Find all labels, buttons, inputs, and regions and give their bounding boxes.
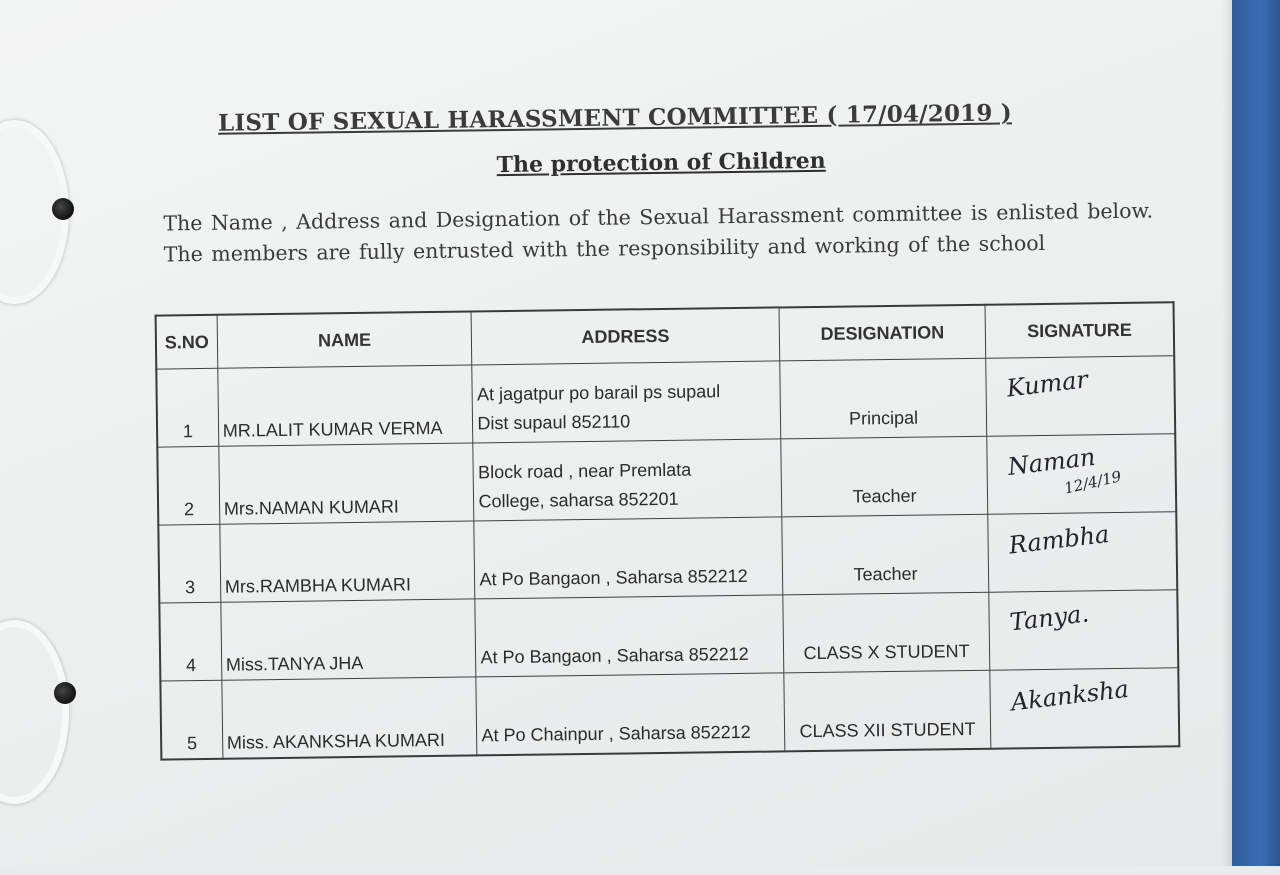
- address-line: At Po Chainpur , Saharsa 852212: [481, 721, 751, 746]
- cell-sno: 2: [157, 446, 219, 525]
- header-signature: SIGNATURE: [985, 302, 1174, 358]
- cell-name: Miss.TANYA JHA: [221, 599, 477, 680]
- signature-text: Akanksha: [1009, 674, 1131, 717]
- cell-designation: CLASS XII STUDENT: [784, 670, 992, 751]
- table-row: [157, 434, 1176, 525]
- intro-paragraph: The Name , Address and Designation of the Sexual Harassment committee is enlisted below. The members are fully entrusted with the responsibility and working of the school: [163, 198, 1154, 267]
- signature-text: Tanya.: [1008, 599, 1091, 637]
- handwritten-signature: [995, 516, 1166, 578]
- cell-designation: Teacher: [780, 436, 988, 517]
- cell-signature: [990, 668, 1179, 749]
- cell-name: Mrs.RAMBHA KUMARI: [220, 521, 476, 602]
- signature-date: 12/4/19: [1062, 467, 1124, 498]
- signature-text: Naman: [1006, 442, 1098, 481]
- handwritten-signature: [996, 594, 1167, 656]
- cell-signature: [986, 356, 1175, 436]
- cell-name: Mrs.NAMAN KUMARI: [219, 443, 475, 524]
- cell-designation: Teacher: [781, 514, 989, 595]
- address-line: At Po Bangaon , Saharsa 852212: [480, 643, 749, 668]
- cell-designation: Principal: [779, 358, 987, 439]
- document-title: LIST OF SEXUAL HARASSMENT COMMITTEE ( 17/04/2019 ): [217, 99, 1013, 137]
- cell-sno: 5: [160, 680, 222, 759]
- address-line: At jagatpur po barail ps supaul: [476, 381, 721, 405]
- address-line: At Po Bangaon , Saharsa 852212: [479, 565, 748, 590]
- signature-text: Rambha: [1007, 519, 1112, 560]
- address-line: Dist supaul 852110: [477, 411, 631, 434]
- cell-address: [473, 439, 781, 521]
- cell-signature: [989, 590, 1178, 670]
- table-row: [158, 512, 1177, 603]
- cell-name: Miss. AKANKSHA KUMARI: [222, 677, 478, 759]
- header-designation: DESIGNATION: [779, 305, 986, 361]
- header-sno: S.NO: [156, 315, 218, 369]
- cell-name: MR.LALIT KUMAR VERMA: [218, 365, 474, 446]
- header-address: ADDRESS: [472, 307, 780, 365]
- cell-sno: 3: [158, 524, 220, 603]
- signature-text: Kumar: [1005, 365, 1090, 403]
- address-line: College, saharsa 852201: [478, 488, 679, 512]
- table-row: [160, 668, 1179, 760]
- document-subtitle: The protection of Children: [496, 147, 826, 179]
- handwritten-signature: [993, 360, 1164, 422]
- cell-address: [476, 673, 784, 756]
- header-name: NAME: [217, 311, 472, 368]
- cell-sno: 1: [156, 368, 218, 447]
- committee-table: [155, 301, 1181, 760]
- cell-address: [472, 361, 780, 443]
- cell-designation: CLASS X STUDENT: [783, 592, 991, 673]
- cell-signature: [987, 434, 1176, 514]
- cell-address: [474, 517, 782, 599]
- handwritten-signature: [994, 438, 1165, 500]
- cell-address: [475, 595, 783, 677]
- table-row: [156, 356, 1175, 447]
- address-line: Block road , near Premlata: [477, 459, 692, 483]
- cell-signature: [988, 512, 1177, 592]
- handwritten-signature: [997, 672, 1168, 734]
- table-row: [159, 590, 1178, 681]
- cell-sno: 4: [159, 602, 221, 681]
